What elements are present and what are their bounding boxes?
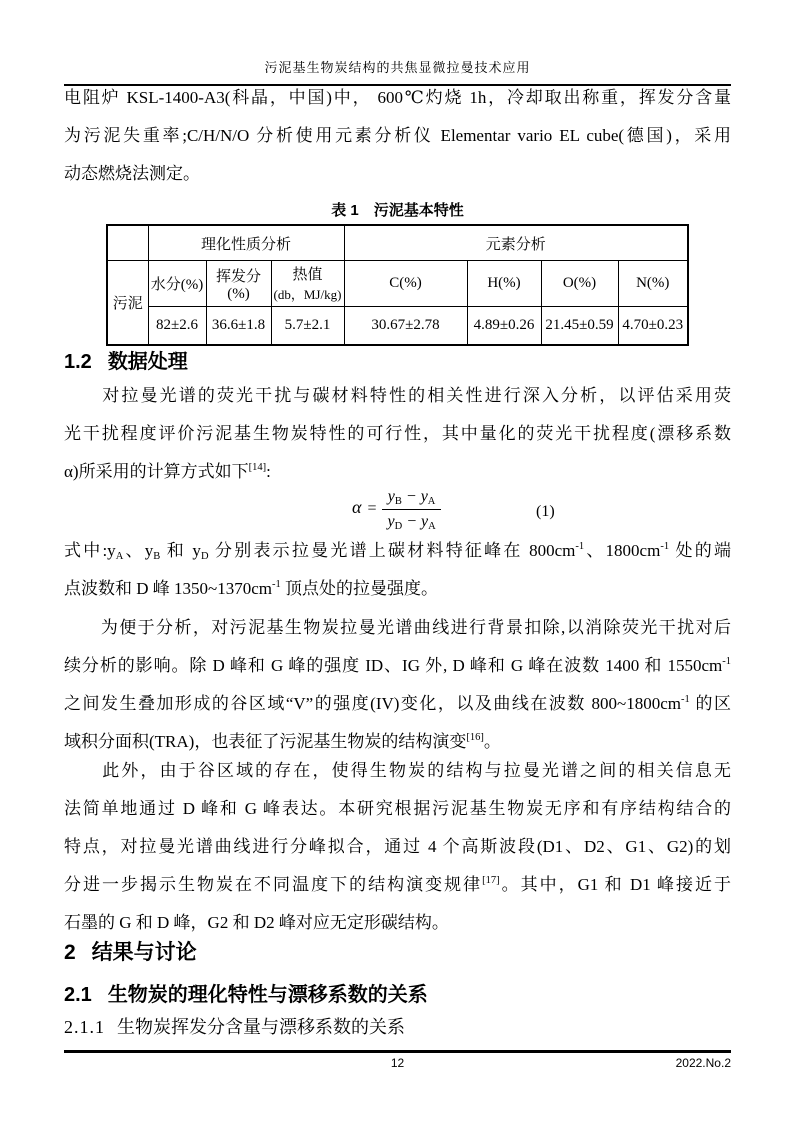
section-heading-2-1-1	[64, 1014, 731, 1040]
section-title: 生物炭的理化特性与漂移系数的关系	[107, 984, 428, 1006]
text-line: 为污泥失重率;C/H/N/O 分析使用元素分析仪 Elementar vario EL cube(德国)，采用	[64, 126, 731, 145]
text-line: 对拉曼光谱的荧光干扰与碳材料特性的相关性进行深入分析，以评估采用荧	[64, 386, 731, 405]
fraction	[382, 488, 440, 531]
running-header-title: 污泥基生物炭结构的共焦显微拉曼技术应用	[264, 60, 531, 75]
fraction-denominator: $y_D - y_A$	[387, 513, 436, 532]
fraction-numerator: $y_B - y_A$	[382, 488, 440, 510]
table-header-carbon: C(%)	[344, 261, 467, 307]
table-value-heating-value: 5.7±2.1	[271, 307, 344, 346]
section-number: 2	[64, 941, 76, 964]
text-line: 电阻炉 KSL-1400-A3(科晶，中国)中， 600℃灼烧 1h，冷却取出称重，挥发分含量	[64, 88, 731, 107]
equation-number: (1)	[536, 503, 555, 520]
table-header-heating-value: 热值 (db，MJ/kg)	[271, 261, 344, 307]
equation-lhs-alpha: α	[352, 497, 362, 518]
section-heading-1-2	[64, 348, 731, 376]
section-heading-2	[64, 939, 731, 967]
table-value-hydrogen: 4.89±0.26	[467, 307, 541, 346]
text-line: 续分析的影响。除 D 峰和 G 峰的强度 ID、IG 外, D 峰和 G 峰在波数 1400 和 $1550cm^{-1}$	[64, 656, 731, 675]
section-number: 2.1.1	[64, 1017, 105, 1037]
section-title: 数据处理	[107, 351, 188, 373]
text-line: 之间发生叠加形成的谷区域“V”的强度(IV)变化，以及曲线在波数 $800\sim 1800cm^{-1}$ 的区	[64, 694, 731, 713]
text-line: 分进一步揭示生物炭在不同温度下的结构演变规律[17]。其中，G1 和 D1 峰接近于	[64, 875, 731, 894]
page-number: 12	[390, 1056, 405, 1070]
text-line: 为便于分析，对污泥基生物炭拉曼光谱曲线进行背景扣除,以消除荧光干扰对后	[64, 618, 731, 637]
paragraph-methods	[64, 79, 731, 193]
section-title: 结果与讨论	[91, 941, 197, 964]
text-line: α)所采用的计算方式如下[14]:	[64, 462, 271, 481]
text-line: 点波数和 D 峰 $1350\sim 1370cm^{-1}$ 顶点处的拉曼强度。	[64, 579, 438, 598]
text-line: 法简单地通过 D 峰和 G 峰表达。本研究根据污泥基生物炭无序和有序结构结合的	[64, 799, 731, 818]
table-header-moisture: 水分(%)	[148, 261, 206, 307]
section-title: 生物炭挥发分含量与漂移系数的关系	[117, 1017, 405, 1037]
text-line: 式中$:y_A$、$y_B$ 和 $y_D$ 分别表示拉曼光谱上碳材料特征峰在 $800cm^{-1}$、$1800cm^{-1}$ 处的端	[64, 541, 731, 562]
table-header-oxygen: O(%)	[541, 261, 618, 307]
text-line: 动态燃烧法测定。	[64, 164, 200, 183]
footer-rule	[64, 1050, 731, 1053]
table-corner-cell	[107, 225, 148, 261]
table-header-hydrogen: H(%)	[467, 261, 541, 307]
table-value-nitrogen: 4.70±0.23	[618, 307, 688, 346]
text-line: 域积分面积(TRA)，也表征了污泥基生物炭的结构演变[16]。	[64, 732, 501, 751]
table-value-oxygen: 21.45±0.59	[541, 307, 618, 346]
equals-sign: =	[367, 500, 377, 518]
table-header-volatile: 挥发分(%)	[206, 261, 271, 307]
text-line: 此外，由于谷区域的存在，使得生物炭的结构与拉曼光谱之间的相关信息无	[64, 761, 731, 780]
section-number: 2.1	[64, 984, 92, 1006]
paragraph-formula-explanation	[64, 532, 731, 608]
table-value-carbon: 30.67±2.78	[344, 307, 467, 346]
journal-issue: 2022.No.2	[675, 1056, 731, 1070]
text-line: 特点，对拉曼光谱曲线进行分峰拟合，通过 4 个高斯波段(D1、D2、G1、G2)的划	[64, 837, 731, 856]
table-value-volatile: 36.6±1.8	[206, 307, 271, 346]
section-heading-2-1	[64, 981, 731, 1009]
text-line: 石墨的 G 和 D 峰，G2 和 D2 峰对应无定形碳结构。	[64, 913, 449, 932]
paragraph-background-subtraction	[64, 609, 731, 761]
paragraph-valley-region	[64, 752, 731, 942]
text-line: 光干扰程度评价污泥基生物炭特性的可行性，其中量化的荧光干扰程度(漂移系数	[64, 424, 731, 443]
table-header-nitrogen: N(%)	[618, 261, 688, 307]
paragraph-drift-coefficient	[64, 377, 731, 491]
table-group-elemental: 元素分析	[344, 225, 688, 261]
equation-body	[352, 488, 441, 531]
table-caption: 表 1 污泥基本特性	[331, 202, 464, 219]
table-group-physicochemical: 理化性质分析	[148, 225, 344, 261]
section-number: 1.2	[64, 351, 92, 373]
table-value-moisture: 82±2.6	[148, 307, 206, 346]
table-row-label-sludge: 污泥	[107, 261, 148, 346]
table-sludge-basic-properties	[106, 224, 689, 346]
